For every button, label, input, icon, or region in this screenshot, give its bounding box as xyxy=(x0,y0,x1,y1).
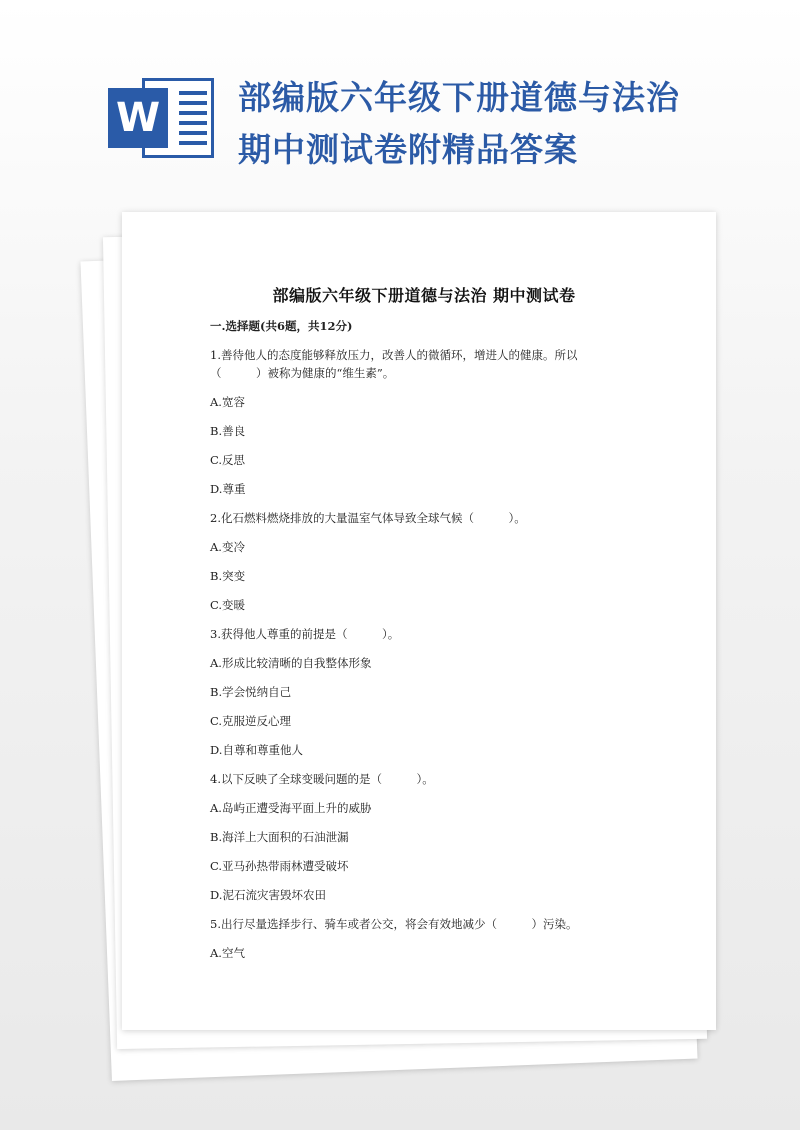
question-5-option-a: A.空气 xyxy=(210,946,245,960)
question-1: 1.善待他人的态度能够释放压力，改善人的微循环，增进人的健康。所以（ ）被称为健康的“维生素”。 xyxy=(210,348,578,380)
question-4-option-c: C.亚马孙热带雨林遭受破坏 xyxy=(210,859,349,873)
question-3-option-c: C.克服逆反心理 xyxy=(210,714,292,728)
question-1-option-a: A.宽容 xyxy=(210,395,245,409)
question-4: 4.以下反映了全球变暖问题的是（ ）。 xyxy=(210,772,434,786)
question-1-option-c: C.反思 xyxy=(210,453,246,467)
question-4-option-d: D.泥石流灾害毁坏农田 xyxy=(210,888,326,902)
question-2-option-a: A.变冷 xyxy=(210,540,245,554)
document-title xyxy=(238,72,718,176)
word-logo-letter: W xyxy=(108,88,168,148)
question-1-option-b: B.善良 xyxy=(210,424,246,438)
question-4-option-b: B.海洋上大面积的石油泄漏 xyxy=(210,830,349,844)
question-4-option-a: A.岛屿正遭受海平面上升的威胁 xyxy=(210,801,372,815)
question-5: 5.出行尽量选择步行、骑车或者公交，将会有效地减少（ ）污染。 xyxy=(210,917,578,931)
question-3-option-b: B.学会悦纳自己 xyxy=(210,685,292,699)
question-2-option-b: B.突变 xyxy=(210,569,246,583)
question-3-option-a: A.形成比较清晰的自我整体形象 xyxy=(210,656,372,670)
document-title-line-2: 期中测试卷附精品答案 xyxy=(238,130,578,169)
document-title-line-1: 部编版六年级下册道德与法治 xyxy=(238,78,680,117)
word-document-icon xyxy=(108,78,214,158)
question-3: 3.获得他人尊重的前提是（ ）。 xyxy=(210,627,400,641)
exam-title: 部编版六年级下册道德与法治 期中测试卷 xyxy=(272,286,576,305)
question-2: 2.化石燃料燃烧排放的大量温室气体导致全球气候（ ）。 xyxy=(210,511,526,525)
section-heading: 一.选择题(共6题，共12分) xyxy=(210,319,353,333)
question-1-option-d: D.尊重 xyxy=(210,482,246,496)
question-2-option-c: C.变暖 xyxy=(210,598,246,612)
exam-content xyxy=(210,318,610,973)
question-3-option-d: D.自尊和尊重他人 xyxy=(210,743,303,757)
